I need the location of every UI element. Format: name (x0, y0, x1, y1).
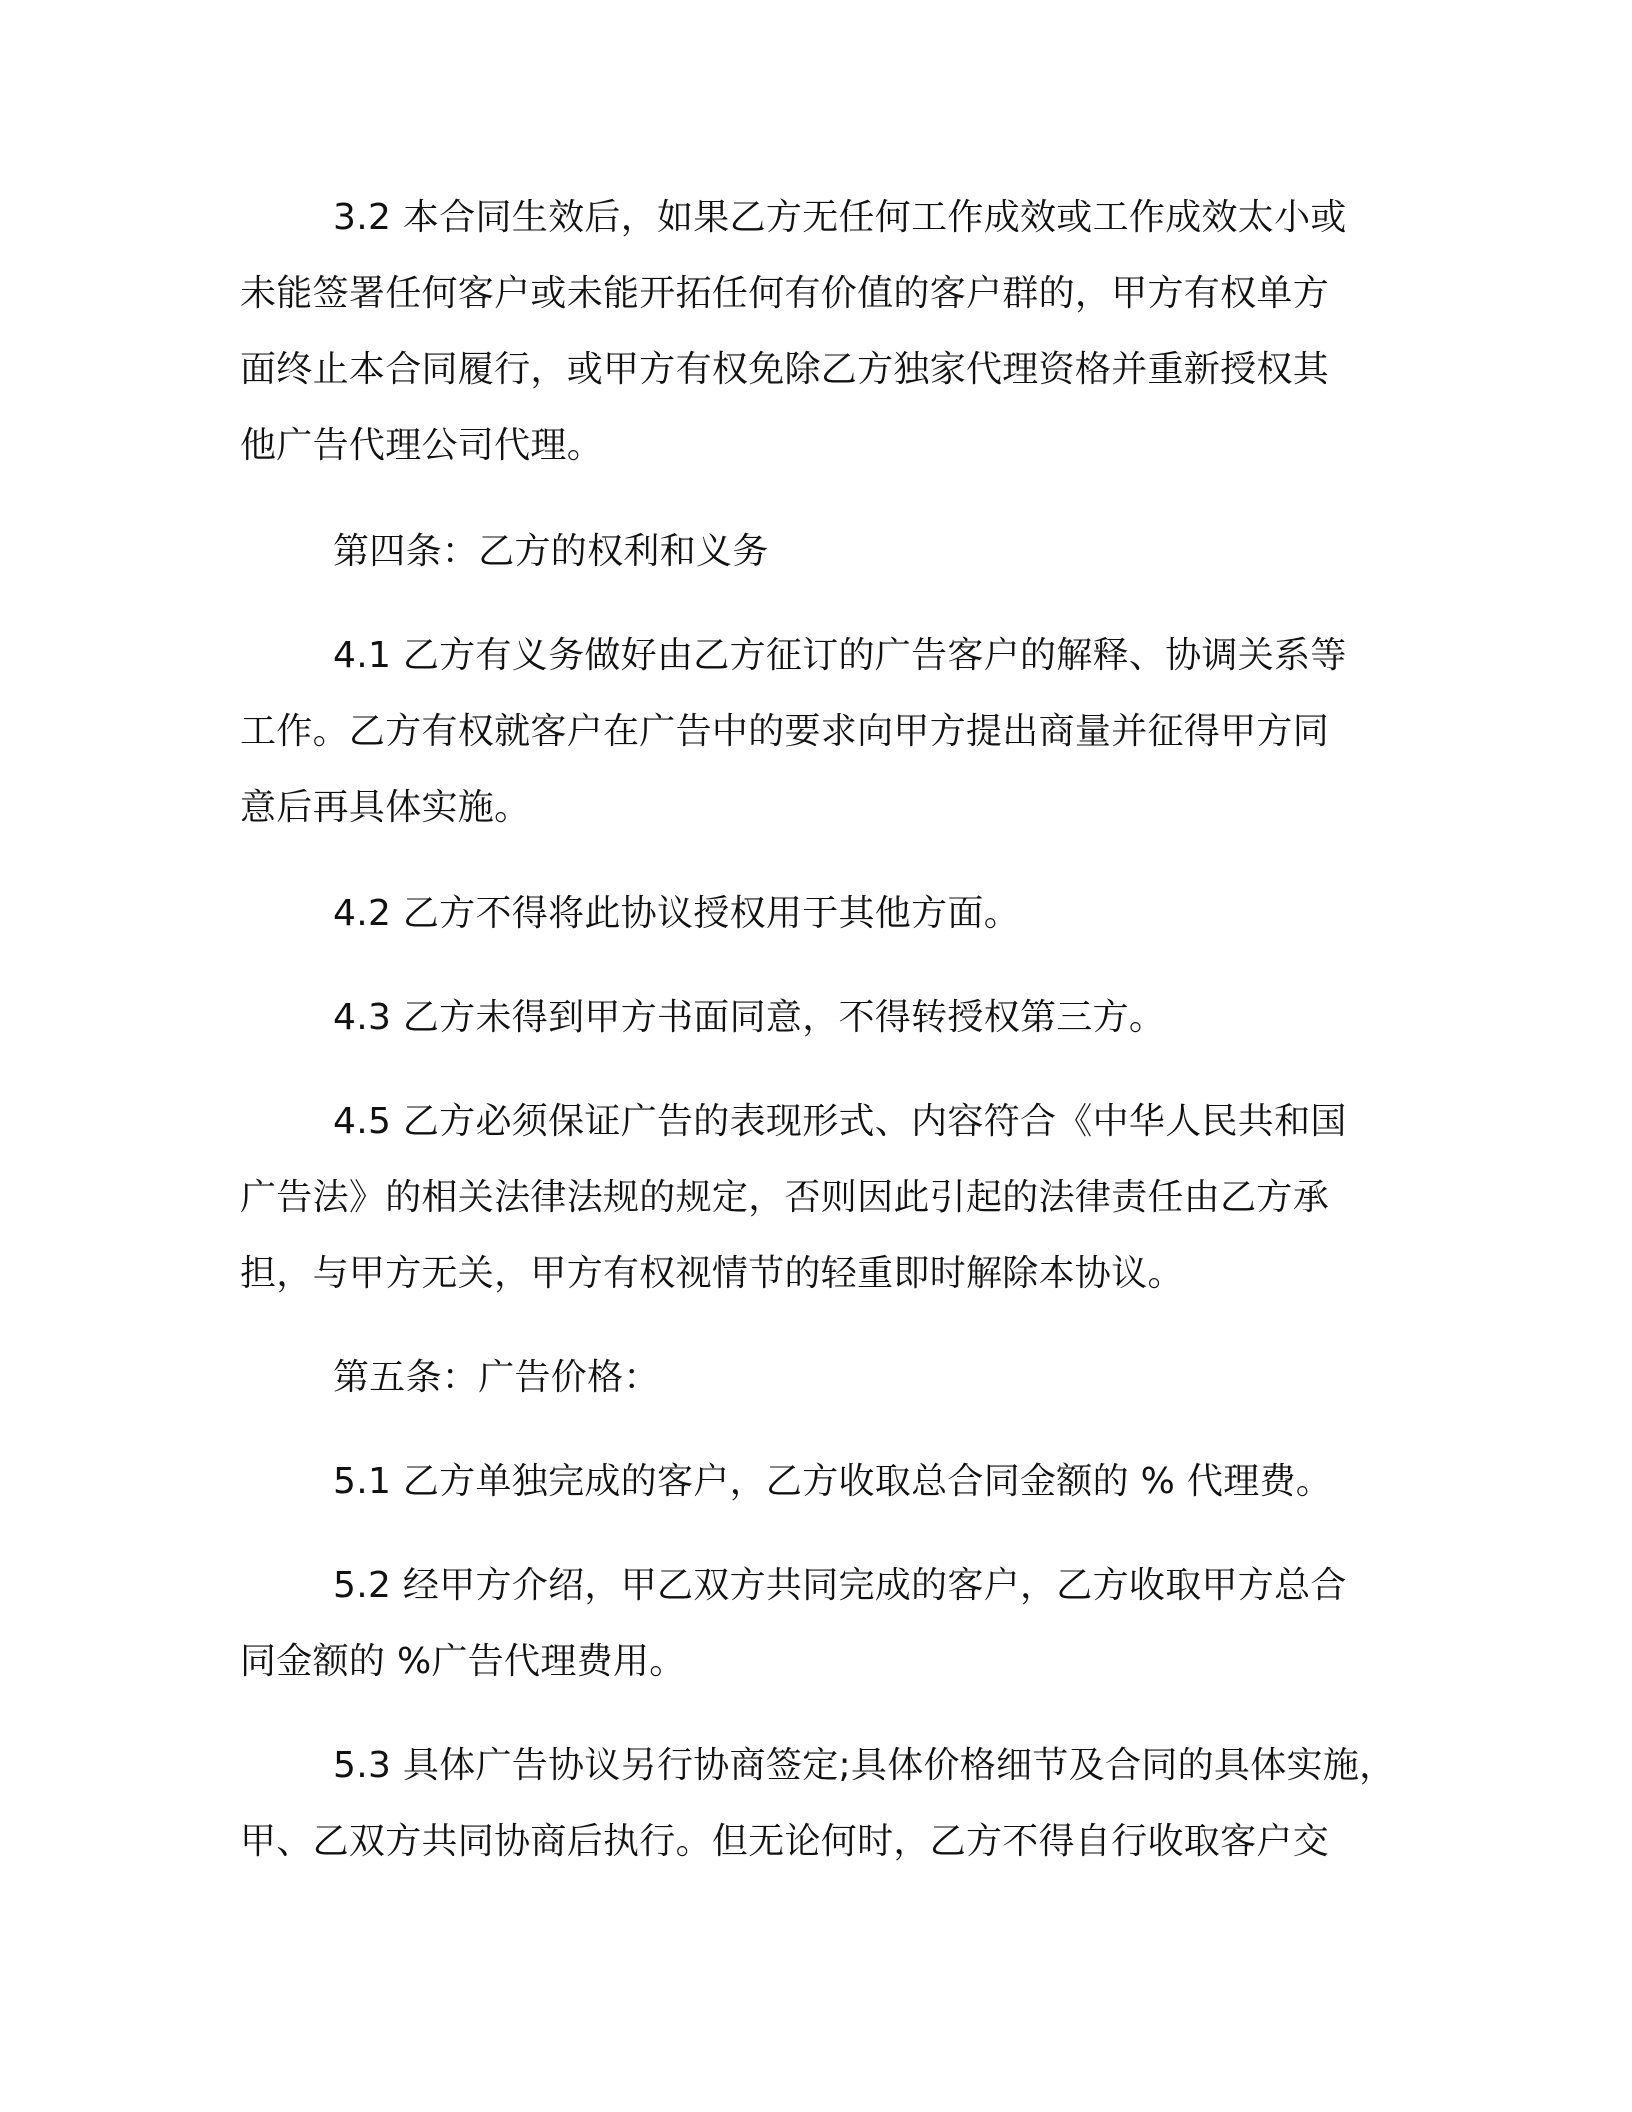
clause-3-2-line-3: 面终止本合同履行，或甲方有权免除乙方独家代理资格并重新授权其 (240, 349, 1330, 390)
clause-4-5-line-2: 广告法》的相关法律法规的规定，否则因此引起的法律责任由乙方承 (240, 1177, 1330, 1218)
clause-5-3-line-2: 甲、乙双方共同协商后执行。但无论何时，乙方不得自行收取客户交 (240, 1821, 1330, 1862)
clause-4-1-line-3: 意后再具体实施。 (240, 787, 531, 828)
clause-4-1-line-1: 4.1 乙方有义务做好由乙方征订的广告客户的解释、协调关系等 (333, 635, 1347, 676)
article-5-heading: 第五条：广告价格： (333, 1357, 660, 1398)
clause-4-5-line-3: 担，与甲方无关，甲方有权视情节的轻重即时解除本协议。 (240, 1253, 1184, 1294)
clause-3-2-line-4: 他广告代理公司代理。 (240, 425, 604, 466)
clause-5-3-line-1: 5.3 具体广告协议另行协商签定;具体价格细节及合同的具体实施， (333, 1745, 1396, 1786)
clause-4-3: 4.3 乙方未得到甲方书面同意，不得转授权第三方。 (333, 997, 1166, 1038)
clause-4-1-line-2: 工作。乙方有权就客户在广告中的要求向甲方提出商量并征得甲方同 (240, 711, 1330, 752)
clause-3-2-line-1: 3.2 本合同生效后，如果乙方无任何工作成效或工作成效太小或 (333, 197, 1347, 238)
article-4-heading: 第四条：乙方的权利和义务 (333, 531, 769, 572)
clause-5-1: 5.1 乙方单独完成的客户，乙方收取总合同金额的 % 代理费。 (333, 1461, 1333, 1502)
clause-5-2-line-1: 5.2 经甲方介绍，甲乙双方共同完成的客户，乙方收取甲方总合 (333, 1565, 1347, 1606)
clause-4-2: 4.2 乙方不得将此协议授权用于其他方面。 (333, 893, 1020, 934)
clause-4-5-line-1: 4.5 乙方必须保证广告的表现形式、内容符合《中华人民共和国 (333, 1101, 1347, 1142)
clause-5-2-line-2: 同金额的 %广告代理费用。 (240, 1641, 686, 1682)
clause-3-2-line-2: 未能签署任何客户或未能开拓任何有价值的客户群的，甲方有权单方 (240, 273, 1330, 314)
